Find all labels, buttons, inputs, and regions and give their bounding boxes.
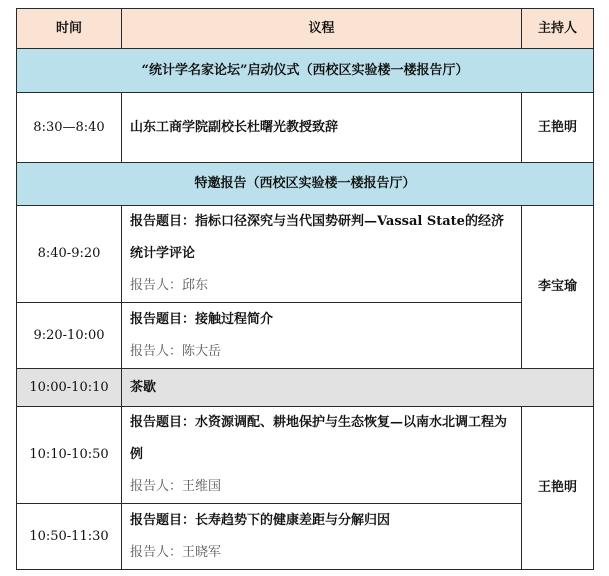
- topic-text: 长寿趋势下的健康差距与分解归因: [195, 512, 391, 528]
- speaker-name: 陈大岳: [182, 343, 222, 359]
- report-speaker: [130, 471, 513, 503]
- col-header-time: 时间: [17, 9, 122, 49]
- report-time: 10:50-11:30: [17, 504, 122, 570]
- topic-label: 报告题目：: [130, 214, 196, 229]
- report-topic: [130, 304, 513, 336]
- break-time: 10:00-10:10: [17, 369, 122, 407]
- report-cell: [122, 407, 522, 504]
- opening-row: [17, 93, 594, 163]
- speaker-label: 报告人：: [130, 343, 183, 359]
- opening-time: 8:30—8:40: [17, 93, 122, 163]
- session-host: 王艳明: [522, 407, 594, 570]
- session-host: 李宝瑜: [522, 206, 594, 369]
- schedule-table: [16, 8, 594, 570]
- report-time: 9:20-10:00: [17, 303, 122, 369]
- topic-text: 指标口径深究与当代国势研判—Vassal State的经济统计学评论: [130, 214, 504, 261]
- report-topic: [130, 407, 513, 471]
- report-speaker: [130, 270, 513, 302]
- col-header-agenda: 议程: [122, 9, 522, 49]
- report-cell: [122, 504, 522, 570]
- report-row: [17, 504, 594, 570]
- opening-host: 王艳明: [522, 93, 594, 163]
- topic-label: 报告题目：: [130, 415, 196, 430]
- break-label: 茶歇: [122, 369, 594, 407]
- col-header-host: 主持人: [522, 9, 594, 49]
- speaker-label: 报告人：: [130, 544, 183, 560]
- topic-text: 水资源调配、耕地保护与生态恢复—以南水北调工程为例: [130, 415, 508, 462]
- report-speaker: [130, 537, 513, 569]
- report-time: 10:10-10:50: [17, 407, 122, 504]
- report-row: [17, 303, 594, 369]
- banner-row-reports: [17, 163, 594, 206]
- header-row: [17, 9, 594, 49]
- speaker-name: 王晓军: [182, 544, 222, 560]
- invited-reports-banner: 特邀报告（西校区实验楼一楼报告厅）: [17, 163, 594, 206]
- topic-label: 报告题目：: [130, 512, 196, 528]
- report-topic: [130, 505, 513, 537]
- banner-row-opening: [17, 49, 594, 93]
- report-cell: [122, 303, 522, 369]
- report-cell: [122, 206, 522, 303]
- topic-label: 报告题目：: [130, 311, 196, 327]
- speaker-name: 邱东: [182, 278, 209, 293]
- speaker-label: 报告人：: [130, 278, 183, 293]
- speaker-name: 王维国: [182, 479, 222, 494]
- report-time: 8:40-9:20: [17, 206, 122, 303]
- report-row: [17, 407, 594, 504]
- report-row: [17, 206, 594, 303]
- opening-ceremony-banner: “统计学名家论坛”启动仪式（西校区实验楼一楼报告厅）: [17, 49, 594, 93]
- tea-break-row: [17, 369, 594, 407]
- speaker-label: 报告人：: [130, 479, 183, 494]
- report-speaker: [130, 336, 513, 368]
- report-topic: [130, 206, 513, 270]
- topic-text: 接触过程简介: [195, 311, 274, 327]
- opening-content: 山东工商学院副校长杜曙光教授致辞: [122, 93, 522, 163]
